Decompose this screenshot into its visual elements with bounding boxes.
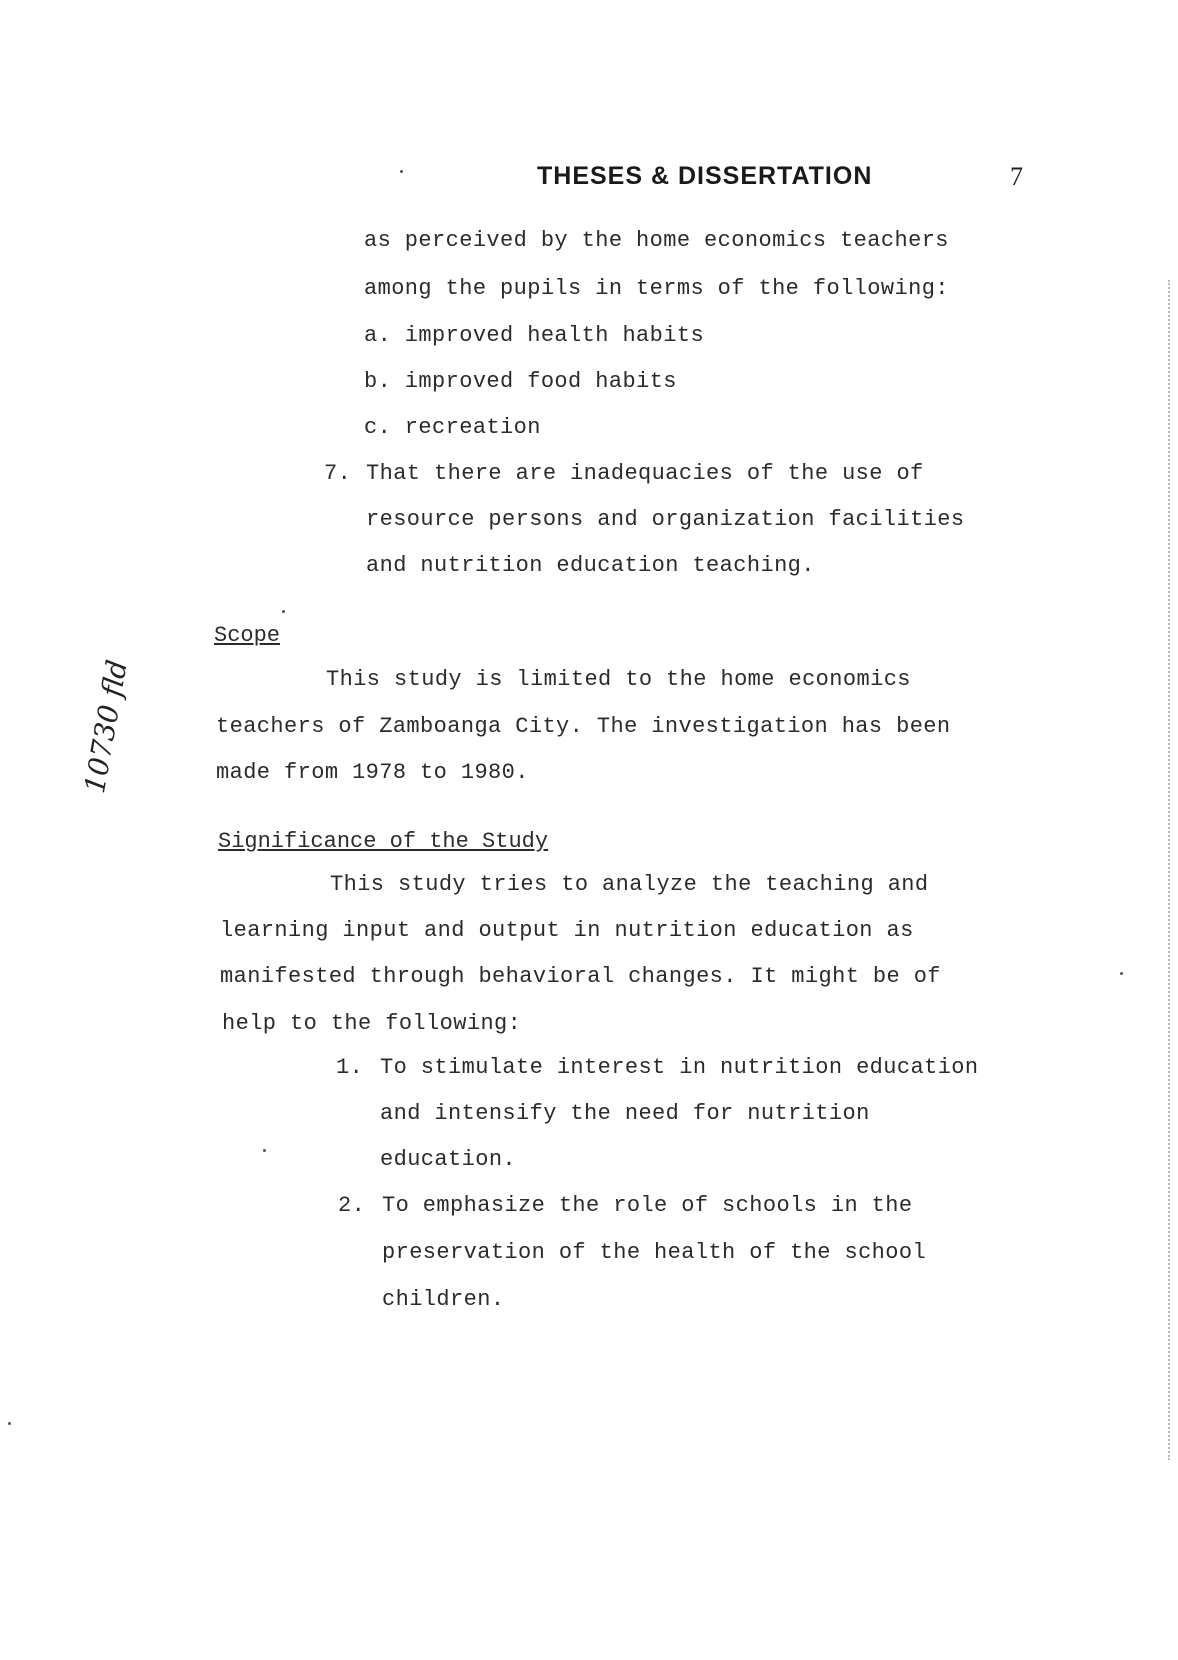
page-number: 7 [1010, 162, 1023, 191]
text-line: learning input and output in nutrition education as [220, 918, 914, 943]
text-line: resource persons and organization facilities [366, 507, 965, 532]
text-line: help to the following: [222, 1011, 522, 1036]
text-line: To stimulate interest in nutrition education [380, 1055, 979, 1080]
list-number-1: 1. [336, 1055, 364, 1080]
significance-heading: Significance of the Study [218, 829, 549, 854]
text-line: manifested through behavioral changes. It might be of [220, 964, 941, 989]
scan-speck [1120, 972, 1123, 975]
list-number-7: 7. [324, 461, 352, 486]
scan-speck [8, 1422, 11, 1425]
scope-heading: Scope [214, 623, 281, 648]
scan-speck [400, 170, 403, 173]
text-line: This study tries to analyze the teaching and [330, 872, 929, 897]
text-line: and nutrition education teaching. [366, 553, 815, 578]
text-line: To emphasize the role of schools in the [382, 1193, 913, 1218]
list-item-c: c. recreation [364, 415, 541, 440]
text-line: as perceived by the home economics teachers [364, 228, 949, 253]
text-line: children. [382, 1287, 505, 1312]
handwritten-margin-note: 10730 fld [78, 657, 134, 796]
scan-speck [282, 610, 285, 613]
text-line: That there are inadequacies of the use of [366, 461, 924, 486]
text-line: teachers of Zamboanga City. The investigation has been [216, 714, 951, 739]
list-item-b: b. improved food habits [364, 369, 677, 394]
text-line: preservation of the health of the school [382, 1240, 927, 1265]
text-line: among the pupils in terms of the following: [364, 276, 949, 301]
list-number-2: 2. [338, 1193, 366, 1218]
text-line: made from 1978 to 1980. [216, 760, 529, 785]
list-item-a: a. improved health habits [364, 323, 705, 348]
text-line: and intensify the need for nutrition [380, 1101, 870, 1126]
scan-speck [263, 1149, 266, 1152]
text-line: This study is limited to the home economics [326, 667, 911, 692]
text-line: education. [380, 1147, 517, 1172]
scan-edge-dots [1167, 280, 1170, 1460]
theses-dissertation-stamp: THESES & DISSERTATION [537, 162, 873, 190]
